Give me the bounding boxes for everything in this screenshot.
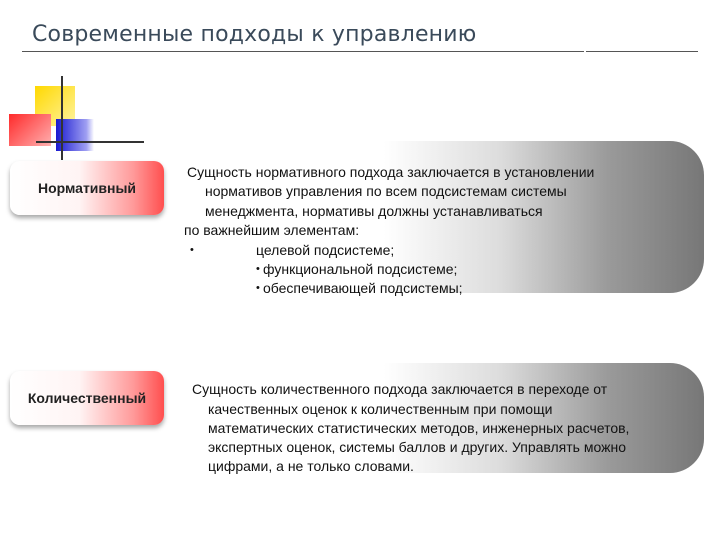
bullet-icon: • <box>190 244 194 256</box>
normative-bullet-3: обеспечивающей подсистемы; <box>263 280 463 296</box>
quantitative-label: Количественный <box>27 390 147 406</box>
bullet-icon: • <box>256 282 260 294</box>
quantitative-description-panel <box>170 363 704 473</box>
normative-text-line-4: по важнейшим элементам: <box>184 222 360 238</box>
decor-vertical-line <box>61 76 63 160</box>
quantitative-text-line-2: качественных оценок к количественным при помощи <box>208 401 553 417</box>
normative-label: Нормативный <box>37 180 137 196</box>
normative-description-panel <box>170 141 704 296</box>
title-underline <box>22 51 698 52</box>
bullet-icon: • <box>256 263 260 275</box>
slide-title: Современные подходы к управлению <box>32 22 477 47</box>
decor-horizontal-line <box>36 141 144 143</box>
quantitative-text-line-5: цифрами, а не только словами. <box>208 458 414 474</box>
normative-bullet-1: целевой подсистеме; <box>256 242 395 258</box>
normative-label-box <box>10 161 164 215</box>
title-underline-gap <box>584 49 586 54</box>
normative-bullet-2: функциональной подсистеме; <box>263 261 458 277</box>
normative-text-line-2: нормативов управления по всем подсистемам системы <box>205 183 567 199</box>
quantitative-text-line-4: экспертных оценок, системы баллов и других. Управлять можно <box>208 439 626 455</box>
quantitative-text-line-3: математических статистических методов, инженерных расчетов, <box>208 420 630 436</box>
quantitative-text-line-1: Сущность количественного подхода заключается в переходе от <box>192 381 608 397</box>
quantitative-label-box <box>10 371 164 425</box>
normative-text-line-1: Сущность нормативного подхода заключается в установлении <box>187 164 595 180</box>
normative-text-line-3: менеджмента, нормативы должны устанавливаться <box>205 203 543 219</box>
